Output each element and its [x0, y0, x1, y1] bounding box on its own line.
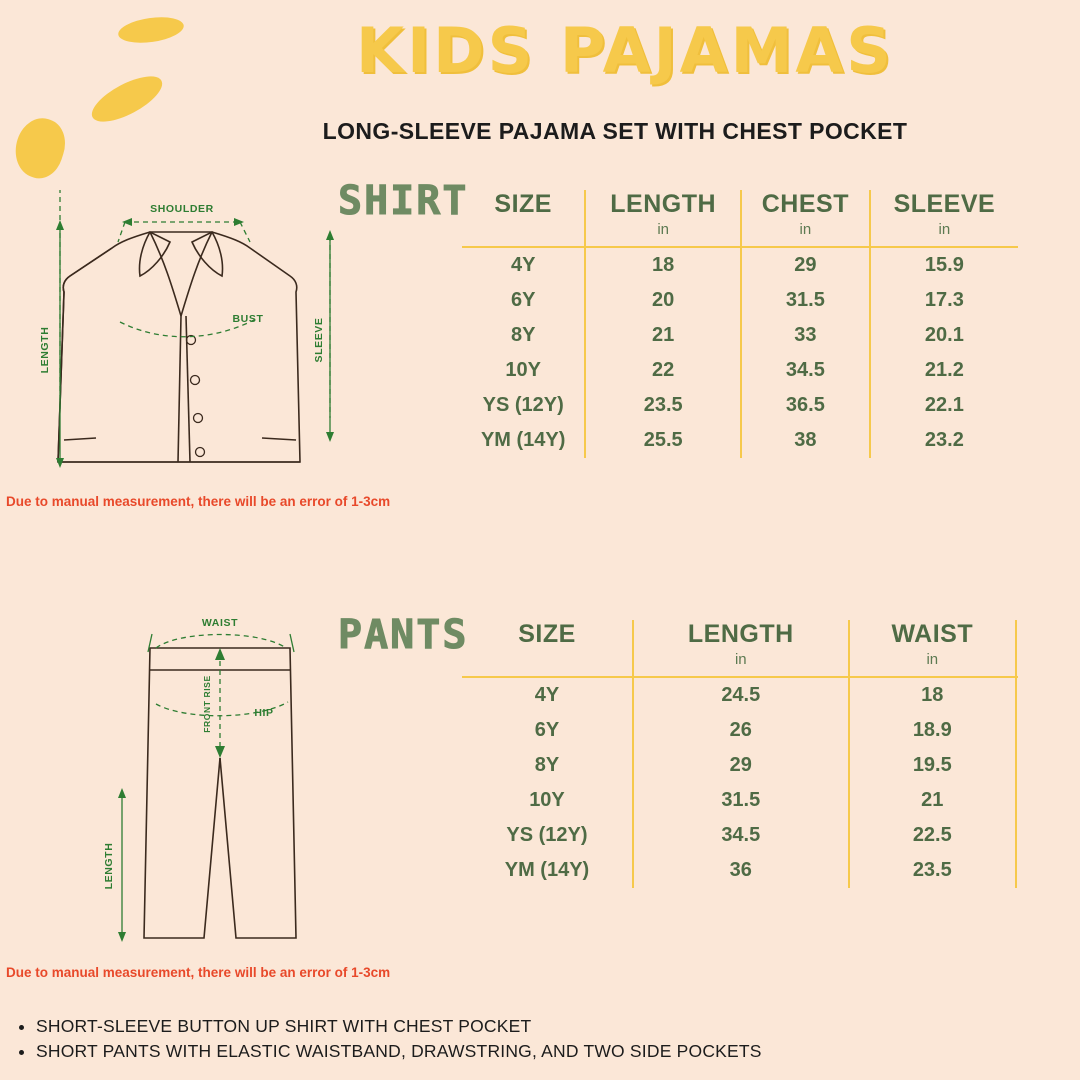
shirt-cell-sleeve: 21.2 [870, 353, 1018, 388]
pants-cell-length: 31.5 [633, 783, 849, 818]
pants-cell-spacer [1016, 677, 1018, 713]
pants-cell-size: 4Y [534, 684, 560, 706]
shirt-unit-1: in [585, 221, 741, 247]
pants-cell-waist: 23.5 [849, 853, 1016, 888]
shirt-cell-length: 22 [585, 353, 741, 388]
pants-cell-waist: 21 [849, 783, 1016, 818]
pants-cell-spacer [1016, 713, 1018, 748]
shirt-cell-chest: 38 [741, 423, 870, 458]
pants-cell-waist: 18.9 [849, 713, 1016, 748]
shirt-cell-size: YM (14Y) [480, 429, 566, 451]
shirt-unit-2: in [741, 221, 870, 247]
table-row [462, 853, 1018, 888]
shirt-cell-chest: 29 [741, 247, 870, 283]
pants-cell-length: 24.5 [633, 677, 849, 713]
shirt-cell-sleeve: 22.1 [870, 388, 1018, 423]
pants-cell-length: 26 [633, 713, 849, 748]
pants-cell-size: 10Y [529, 789, 565, 811]
pants-cell-spacer [1016, 818, 1018, 853]
shirt-cell-size: 6Y [510, 289, 536, 311]
shirt-cell-size: 4Y [510, 254, 536, 276]
pants-size-table [462, 620, 1018, 888]
shirt-label-bust: BUST [232, 313, 264, 325]
shirt-measurement-note: Due to manual measurement, there will be an error of 1-3cm [6, 494, 391, 509]
pants-label-hip: HIP [254, 707, 274, 719]
shirt-unit-0 [462, 221, 585, 247]
shirt-col-header-0: SIZE [494, 190, 552, 218]
table-row [462, 318, 1018, 353]
pants-cell-spacer [1016, 783, 1018, 818]
pants-measurement-note: Due to manual measurement, there will be an error of 1-3cm [6, 965, 391, 980]
pants-cell-spacer [1016, 853, 1018, 888]
table-row [462, 283, 1018, 318]
shirt-cell-length: 20 [585, 283, 741, 318]
table-row [462, 247, 1018, 283]
pants-col-header-2: WAIST [849, 620, 1016, 651]
pants-unit-1: in [633, 651, 849, 677]
shirt-cell-chest: 36.5 [741, 388, 870, 423]
table-row [462, 353, 1018, 388]
pants-col-header-spacer [1016, 620, 1018, 651]
shirt-cell-chest: 31.5 [741, 283, 870, 318]
shirt-unit-3: in [870, 221, 1018, 247]
pants-label-front-rise: FRONT RISE [202, 675, 212, 733]
shirt-cell-sleeve: 15.9 [870, 247, 1018, 283]
pants-cell-size: YS (12Y) [506, 824, 588, 846]
pants-cell-length: 34.5 [633, 818, 849, 853]
shirt-cell-sleeve: 20.1 [870, 318, 1018, 353]
shirt-col-header-2: CHEST [741, 190, 870, 221]
shirt-size-table [462, 190, 1018, 458]
page-subtitle: LONG-SLEEVE PAJAMA SET WITH CHEST POCKET [322, 118, 908, 144]
page-title: KIDS PAJAMAS [356, 14, 894, 87]
pants-label-waist: WAIST [201, 617, 239, 629]
shirt-col-header-3: SLEEVE [870, 190, 1018, 221]
pants-unit-2: in [849, 651, 1016, 677]
section-label-pants: PANTS [338, 612, 469, 658]
shirt-cell-length: 18 [585, 247, 741, 283]
shirt-label-sleeve: SLEEVE [313, 317, 325, 363]
table-row [462, 748, 1018, 783]
shirt-cell-length: 25.5 [585, 423, 741, 458]
pants-cell-length: 29 [633, 748, 849, 783]
list-item: • SHORT PANTS WITH ELASTIC WAISTBAND, DRAWSTRING, AND TWO SIDE POCKETS [36, 1041, 1018, 1062]
pants-cell-size: 8Y [534, 754, 560, 776]
table-row [462, 388, 1018, 423]
pants-cell-size: 6Y [534, 719, 560, 741]
pants-cell-size: YM (14Y) [504, 859, 590, 881]
shirt-cell-chest: 34.5 [741, 353, 870, 388]
pants-col-header-1: LENGTH [633, 620, 849, 651]
shirt-cell-length: 21 [585, 318, 741, 353]
shirt-cell-chest: 33 [741, 318, 870, 353]
shirt-illustration [0, 190, 380, 490]
table-row [462, 818, 1018, 853]
shirt-cell-sleeve: 17.3 [870, 283, 1018, 318]
product-feature-list [18, 1012, 1018, 1066]
table-row [462, 677, 1018, 713]
section-label-shirt: SHIRT [338, 178, 469, 224]
pants-unit-0 [462, 651, 633, 677]
shirt-col-header-1: LENGTH [585, 190, 741, 221]
shirt-cell-size: 10Y [505, 359, 541, 381]
shirt-label-length: LENGTH [39, 326, 51, 374]
shirt-cell-sleeve: 23.2 [870, 423, 1018, 458]
pants-label-length: LENGTH [103, 842, 115, 890]
pants-cell-length: 36 [633, 853, 849, 888]
pants-cell-waist: 18 [849, 677, 1016, 713]
table-row [462, 713, 1018, 748]
shirt-cell-size: YS (12Y) [482, 394, 564, 416]
shirt-cell-size: 8Y [510, 324, 536, 346]
pants-cell-spacer [1016, 748, 1018, 783]
pants-cell-waist: 19.5 [849, 748, 1016, 783]
shirt-cell-length: 23.5 [585, 388, 741, 423]
shirt-label-shoulder: SHOULDER [150, 203, 214, 215]
pants-col-header-0: SIZE [518, 620, 576, 648]
pants-unit-spacer [1016, 651, 1018, 677]
pants-illustration [60, 608, 390, 958]
table-row [462, 783, 1018, 818]
list-item: • SHORT-SLEEVE BUTTON UP SHIRT WITH CHEST POCKET [36, 1016, 1018, 1037]
table-row [462, 423, 1018, 458]
pants-cell-waist: 22.5 [849, 818, 1016, 853]
